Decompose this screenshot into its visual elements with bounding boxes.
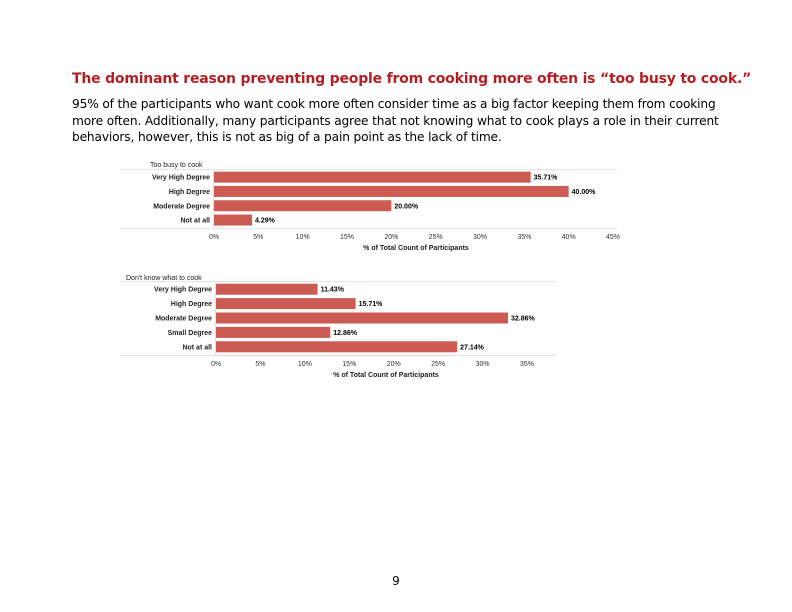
bar (216, 327, 330, 338)
x-tick-label: 5% (253, 234, 264, 241)
category-label: Not at all (182, 344, 212, 352)
category-label: Small Degree (167, 329, 212, 337)
page-number: 9 (392, 574, 400, 588)
x-tick-label: 0% (210, 361, 222, 368)
bar (216, 341, 457, 352)
x-tick-label: 35% (519, 361, 535, 368)
x-tick-label: 10% (297, 361, 312, 368)
bar (214, 200, 391, 211)
category-label: High Degree (170, 301, 212, 309)
x-tick-label: 15% (339, 234, 355, 241)
data-label: 15.71% (358, 301, 383, 309)
bar (214, 215, 252, 226)
data-label: 12.86% (333, 329, 358, 337)
x-axis-label: % of Total Count of Participants (333, 372, 439, 379)
category-label: Moderate Degree (155, 315, 212, 323)
x-tick-label: 25% (428, 234, 443, 241)
bar (216, 284, 318, 295)
x-tick-label: 45% (605, 234, 621, 241)
x-tick-label: 10% (295, 234, 310, 241)
data-label: 40.00% (571, 188, 596, 196)
category-label: Very High Degree (154, 286, 212, 294)
category-label: Very High Degree (152, 174, 210, 182)
data-label: 35.71% (533, 174, 558, 182)
x-tick-label: 20% (384, 234, 399, 241)
x-tick-label: 30% (475, 361, 490, 368)
category-label: High Degree (168, 188, 210, 196)
data-label: 20.00% (394, 203, 419, 211)
headline: The dominant reason preventing people from cooking more often is “too busy to cook.” (72, 71, 752, 87)
x-tick-label: 25% (431, 361, 446, 368)
category-label: Not at all (180, 217, 210, 225)
category-label: Moderate Degree (153, 203, 210, 211)
x-tick-label: 5% (255, 361, 266, 368)
data-label: 11.43% (320, 286, 344, 294)
x-tick-label: 30% (472, 234, 488, 241)
bar (214, 172, 531, 183)
data-label: 27.14% (460, 344, 484, 352)
data-label: 4.29% (255, 217, 275, 225)
x-tick-label: 20% (386, 361, 401, 368)
x-tick-label: 40% (561, 234, 576, 241)
x-tick-label: 35% (517, 234, 532, 241)
x-tick-label: 15% (342, 361, 357, 368)
bar (216, 298, 356, 309)
body-paragraph: 95% of the participants who want cook more often consider time as a big factor keeping them from cooking more often. Additionally, many participants agree that not knowing what to cook plays a role in their current behaviors, however, this is not as big of a pain point as the lack of time. (72, 97, 719, 144)
x-tick-label: 0% (208, 234, 220, 241)
bar (214, 186, 569, 197)
x-axis-label: % of Total Count of Participants (363, 245, 469, 252)
chart-title: Too busy to cook (150, 162, 203, 169)
data-label: 32.86% (510, 315, 535, 323)
bar (216, 313, 508, 324)
chart-title: Don't know what to cook (126, 275, 202, 282)
